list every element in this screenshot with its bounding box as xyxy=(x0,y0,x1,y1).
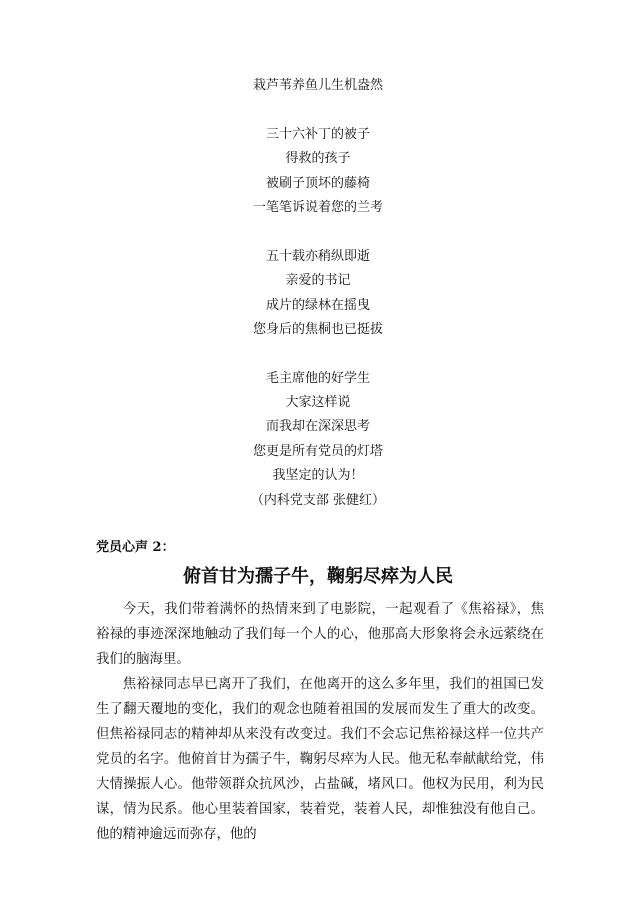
poem-line: 被刷子顶坏的藤椅 xyxy=(265,175,370,191)
poem-line: 五十载亦稍纵即逝 xyxy=(265,248,370,264)
poem-line: 得救的孩子 xyxy=(285,151,351,167)
poem-line: 您身后的焦桐也已挺拔 xyxy=(252,321,383,337)
poem-line: 毛主席他的好学生 xyxy=(265,370,370,386)
body-paragraph: 焦裕禄同志早已离开了我们，在他离开的这么多年里，我们的祖国已发生了翻天覆地的变化，我们的观念也随着祖国的发展而发生了重大的改变。但焦裕禄同志的精神却从来没有改变过。我们不会忘记焦裕禄这样一位共产党员的名字。他俯首甘为孺子牛，鞠躬尽瘁为人民。他无私奉献献给党，伟大情操振人心。他带领群众抗风沙，占盐碱，堵风口。他权为民用，利为民谋，情为民系。他心里装着国家，装着党，装着人民，却惟独没有他自己。他的精神逾远而弥存，他的 xyxy=(96,677,544,842)
stanza-gap xyxy=(0,98,636,122)
poem-line: 而我却在深深思考 xyxy=(265,419,370,435)
poem-line: 我坚定的认为！ xyxy=(272,468,364,484)
poem-line: 三十六补丁的被子 xyxy=(265,126,370,142)
poem-line: 栽芦苇养鱼儿生机盎然 xyxy=(252,78,383,93)
poem-line: 大家这样说 xyxy=(285,395,351,411)
poem xyxy=(0,74,636,513)
poem-line: 亲爱的书记 xyxy=(285,273,351,289)
section-label: 党员心声 2： xyxy=(96,540,175,555)
poem-line: 一笔笔诉说着您的兰考 xyxy=(252,199,383,215)
article-headline: 俯首甘为孺子牛，鞠躬尽瘁为人民 xyxy=(183,566,453,587)
stanza-gap xyxy=(0,220,636,244)
poem-line: 您更是所有党员的灯塔 xyxy=(252,443,383,459)
body-paragraph: 今天，我们带着满怀的热情来到了电影院，一起观看了《焦裕禄》，焦裕禄的事迹深深地触动了我们每一个人的心，他那高大形象将会永远萦绕在我们的脑海里。 xyxy=(96,602,544,667)
poem-author: （内科党支部 张健红） xyxy=(250,492,386,508)
stanza-gap xyxy=(0,342,636,366)
poem-line: 成片的绿林在摇曳 xyxy=(265,297,370,313)
article-body xyxy=(96,597,544,847)
